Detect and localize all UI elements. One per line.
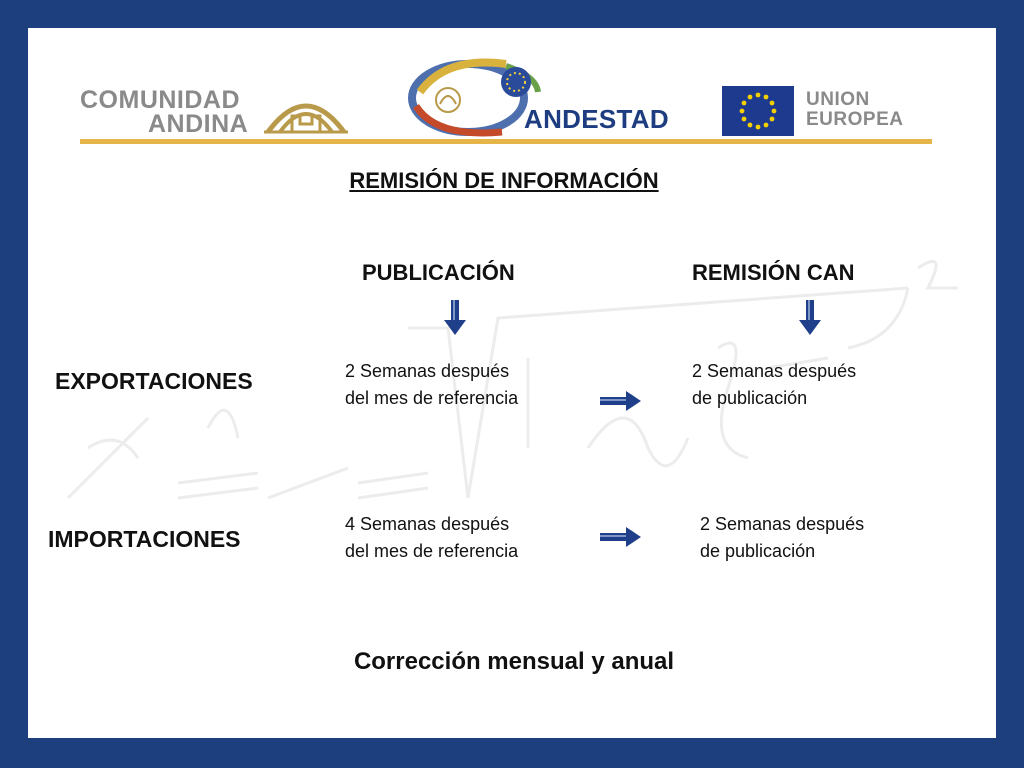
- slide: [28, 28, 996, 738]
- right-arrow-icon: [600, 526, 642, 548]
- eu-flag-icon: [722, 86, 794, 136]
- header: [28, 28, 996, 153]
- importaciones-remision-text: 2 Semanas después de publicación: [700, 514, 865, 561]
- down-arrow-icon: [444, 300, 466, 336]
- importaciones-publicacion-text: 4 Semanas después del mes de referencia: [345, 514, 519, 561]
- header-divider: [80, 139, 932, 144]
- down-arrow-icon: [799, 300, 821, 336]
- comunidad-andina-logo: COMUNIDAD ANDINA: [80, 86, 249, 138]
- comunidad-andina-emblem-icon: [264, 90, 348, 134]
- row-heading-exportaciones: EXPORTACIONES: [55, 368, 253, 394]
- union-europea-logo: UNION EUROPEA: [806, 89, 904, 130]
- column-heading-remision-can: REMISIÓN CAN: [692, 260, 855, 285]
- column-heading-publicacion: PUBLICACIÓN: [362, 260, 515, 285]
- row-heading-importaciones: IMPORTACIONES: [48, 526, 241, 552]
- right-arrow-icon: [600, 390, 642, 412]
- andestad-logo-text: ANDESTAD: [524, 104, 669, 134]
- exportaciones-remision-text: 2 Semanas después de publicación: [692, 361, 857, 408]
- exportaciones-publicacion-text: 2 Semanas después del mes de referencia: [345, 361, 519, 408]
- footer-note: Corrección mensual y anual: [353, 648, 675, 675]
- slide-title: REMISIÓN DE INFORMACIÓN: [349, 168, 659, 193]
